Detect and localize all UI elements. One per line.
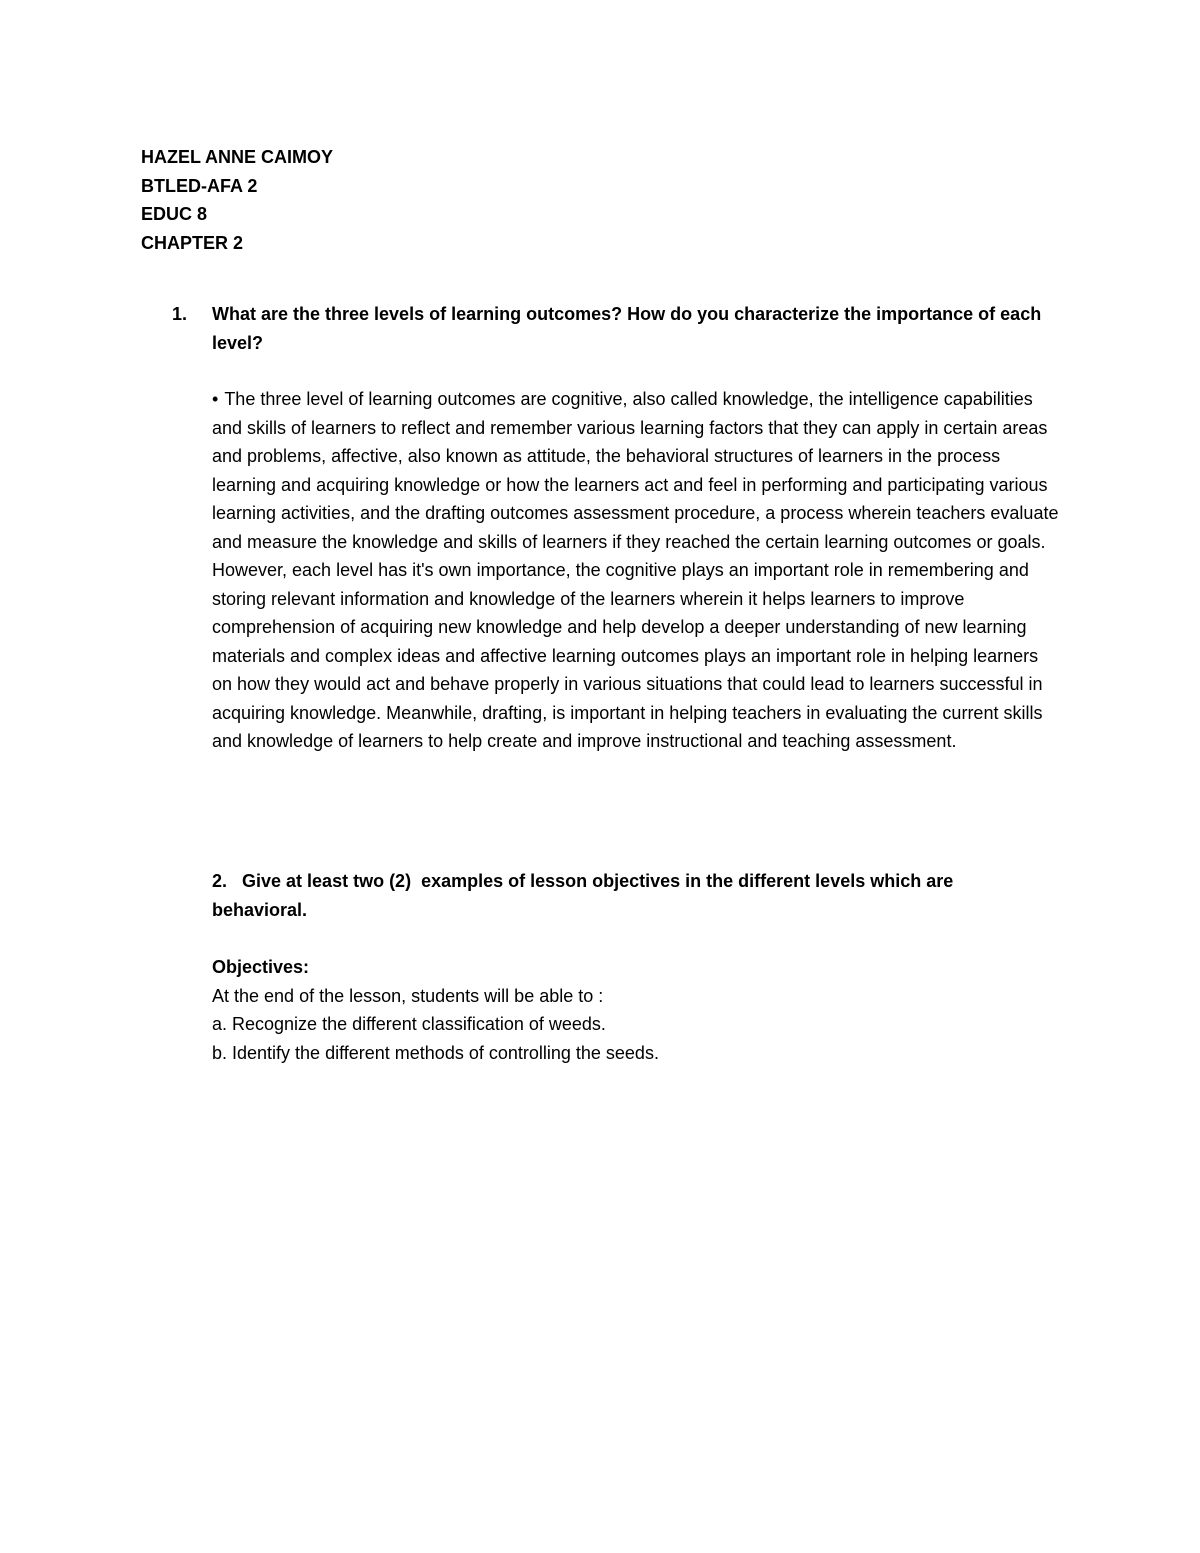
question-1-text: What are the three levels of learning outcomes? How do you characterize the importance of each level? <box>212 304 1042 353</box>
objective-item: b. Identify the different methods of controlling the seeds. <box>212 1042 659 1063</box>
answer-1-text: The three level of learning outcomes are cognitive, also called knowledge, the intelligence capabilities and skills of learners to reflect and remember various learning factors that they can apply in certain areas and problems, affective, also known as attitude, the behavioral structures of learners in the process learning and acquiring knowledge or how the learners act and feel in performing and participating various learning activities, and the drafting outcomes assessment procedure, a process wherein teachers evaluate and measure the knowledge and skills of learners if they reached the certain learning outcomes or goals. However, each level has it's own importance, the cognitive plays an important role in remembering and storing relevant information and knowledge of the learners wherein it helps learners to improve comprehension of acquiring new knowledge and help develop a deeper understanding of new learning materials and complex ideas and affective learning outcomes plays an important role in helping learners on how they would act and behave properly in various situations that could lead to learners successful in acquiring knowledge. Meanwhile, drafting, is important in helping teachers in evaluating the current skills and knowledge of learners to help create and improve instructional and teaching assessment. <box>212 389 1059 751</box>
student-section: BTLED-AFA 2 <box>141 175 258 196</box>
student-name: HAZEL ANNE CAIMOY <box>141 147 334 167</box>
answer-1 <box>212 385 1062 756</box>
objectives-intro: At the end of the lesson, students will be able to : <box>212 985 604 1006</box>
question-1 <box>172 300 1052 357</box>
objectives-heading: Objectives: <box>212 957 310 977</box>
question-1-number: 1. <box>172 304 188 324</box>
document-header <box>141 143 333 257</box>
bullet-icon: • <box>212 389 219 409</box>
question-2-text: 2. Give at least two (2) examples of lesson objectives in the different levels which are behavioral. <box>212 871 964 920</box>
question-2 <box>212 867 972 924</box>
course-code: EDUC 8 <box>141 204 208 224</box>
objectives-section <box>212 953 1062 1067</box>
objective-item: a. Recognize the different classification of weeds. <box>212 1014 606 1034</box>
chapter-label: CHAPTER 2 <box>141 232 244 253</box>
